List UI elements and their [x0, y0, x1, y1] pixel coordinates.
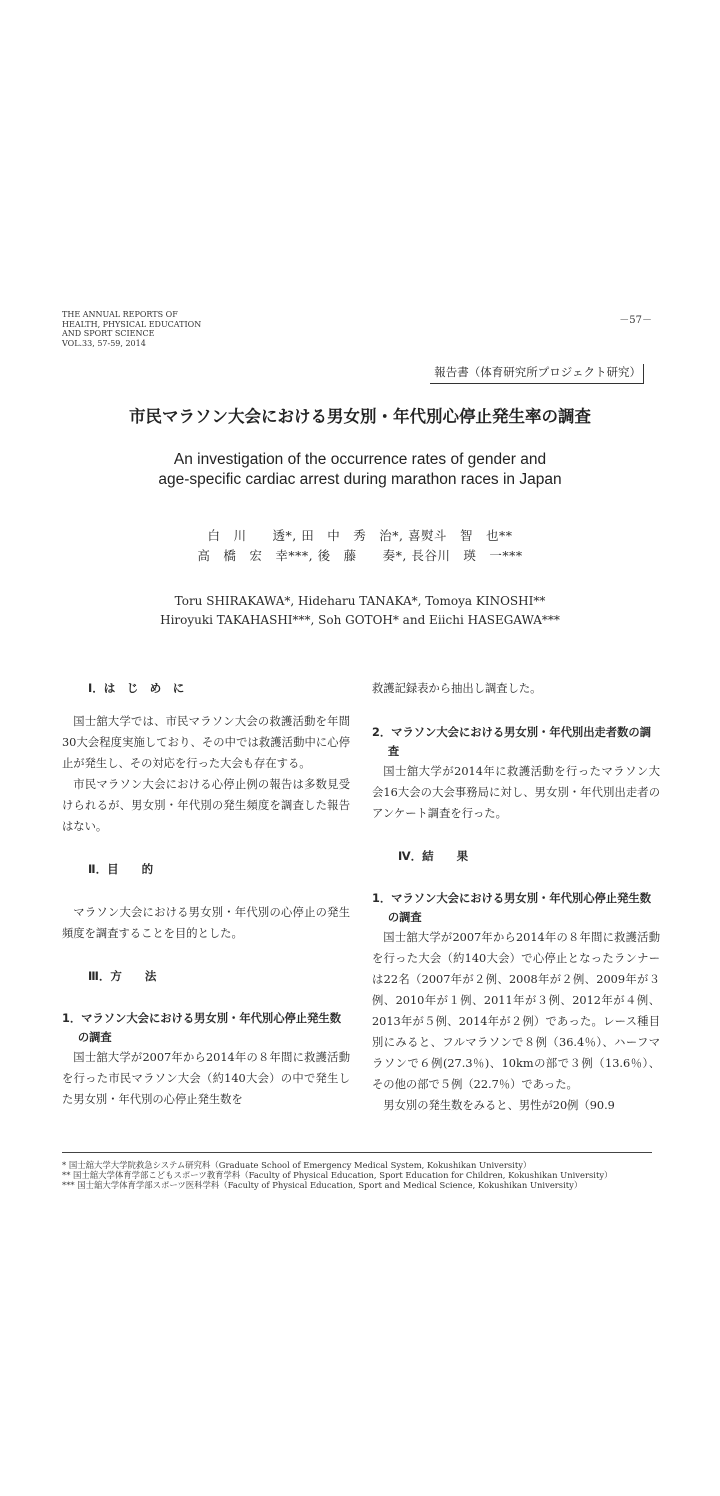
authors-english — [0, 592, 720, 630]
paragraph: 国士舘大学が2007年から2014年の８年間に救護活動を行った大会（約140大会）で心停止となったランナーは22名（2007年が２例、2008年が２例、2009年が３例、2010年が１例、2011年が３例、2012年が４例、2013年が５例、2014年が２例）であった。レース種目別にみると、フルマラソンで８例（36.4％）、ハーフマラソンで６例(27.3％)、10kmの部で３例（13.6％）、その他の部で５例（22.7％）であった。 — [372, 931, 660, 1091]
paragraph: 国士舘大学が2014年に救護活動を行ったマラソン大会16大会の大会事務局に対し、男女別・年代別出走者のアンケート調査を行った。 — [372, 765, 660, 820]
section-heading-purpose: Ⅱ．目 的 — [88, 862, 154, 876]
authors-japanese-line: 白 川 透*, 田 中 秀 治*, 喜熨斗 智 也** — [207, 528, 513, 543]
title-english — [0, 450, 720, 490]
section-heading-results: Ⅳ．結 果 — [398, 849, 469, 863]
footnote: ** 国士舘大学体育学部こどもスポーツ教育学科（Faculty of Physical Education, Sport Education for Children, Kokushikan University） — [62, 1170, 613, 1180]
journal-volume: VOL.33, 57-59, 2014 — [62, 338, 146, 348]
journal-line: AND SPORT SCIENCE — [62, 329, 155, 338]
subsection-heading: 2．マラソン大会における男女別・年代別出走者数の調査 — [372, 726, 651, 758]
footnote-divider — [62, 1152, 652, 1153]
paragraph: 市民マラソン大会における心停止例の報告は多数見受けられるが、男女別・年代別の発生頻度を調査した報告はない。 — [62, 778, 350, 833]
title-japanese: 市民マラソン大会における男女別・年代別心停止発生率の調査 — [129, 407, 591, 426]
authors-japanese — [0, 526, 720, 566]
left-column — [62, 678, 350, 1110]
subsection-heading: 1．マラソン大会における男女別・年代別心停止発生数の調査 — [62, 1012, 341, 1044]
authors-english-line: Hiroyuki TAKAHASHI***, Soh GOTOH* and Eiichi HASEGAWA*** — [160, 613, 560, 627]
section-heading-introduction: Ⅰ．は じ め に — [88, 681, 185, 695]
journal-info — [62, 310, 201, 348]
paragraph: 国士舘大学では、市民マラソン大会の救護活動を年間30大会程度実施しており、その中では救護活動中に心停止が発生し、その対応を行った大会も存在する。 — [62, 715, 350, 770]
article-type-label: 報告書（体育研究所プロジェクト研究） — [430, 364, 644, 384]
footnote: * 国士舘大学大学院救急システム研究科（Graduate School of Emergency Medical System, Kokushikan University） — [62, 1160, 532, 1170]
authors-english-line: Toru SHIRAKAWA*, Hideharu TANAKA*, Tomoya KINOSHI** — [174, 594, 546, 608]
right-column — [372, 678, 660, 1116]
authors-japanese-line: 高 橋 宏 幸***, 後 藤 奏*, 長谷川 瑛 一*** — [197, 548, 523, 563]
paragraph: 救護記録表から抽出し調査した。 — [372, 682, 542, 695]
title-english-line: age-specific cardiac arrest during marathon races in Japan — [158, 471, 562, 488]
page-number: －57－ — [619, 315, 652, 326]
journal-line: HEALTH, PHYSICAL EDUCATION — [62, 319, 202, 329]
section-heading-methods: Ⅲ．方 法 — [88, 969, 157, 983]
footnotes — [62, 1160, 662, 1190]
paragraph: 男女別の発生数をみると、男性が20例（90.9 — [383, 1099, 615, 1112]
subsection-heading: 1．マラソン大会における男女別・年代別心停止発生数の調査 — [372, 892, 651, 924]
footnote: *** 国士舘大学体育学部スポーツ医科学科（Faculty of Physical Education, Sport and Medical Science, Kokushikan University） — [62, 1180, 583, 1190]
paragraph: マラソン大会における男女別・年代別の心停止の発生頻度を調査することを目的とした。 — [62, 906, 350, 940]
journal-line: THE ANNUAL REPORTS OF — [62, 310, 178, 319]
title-english-line: An investigation of the occurrence rates of gender and — [173, 451, 547, 468]
paragraph: 国士舘大学が2007年から2014年の８年間に救護活動を行った市民マラソン大会（約140大会）の中で発生した男女別・年代別の心停止発生数を — [62, 1051, 350, 1106]
